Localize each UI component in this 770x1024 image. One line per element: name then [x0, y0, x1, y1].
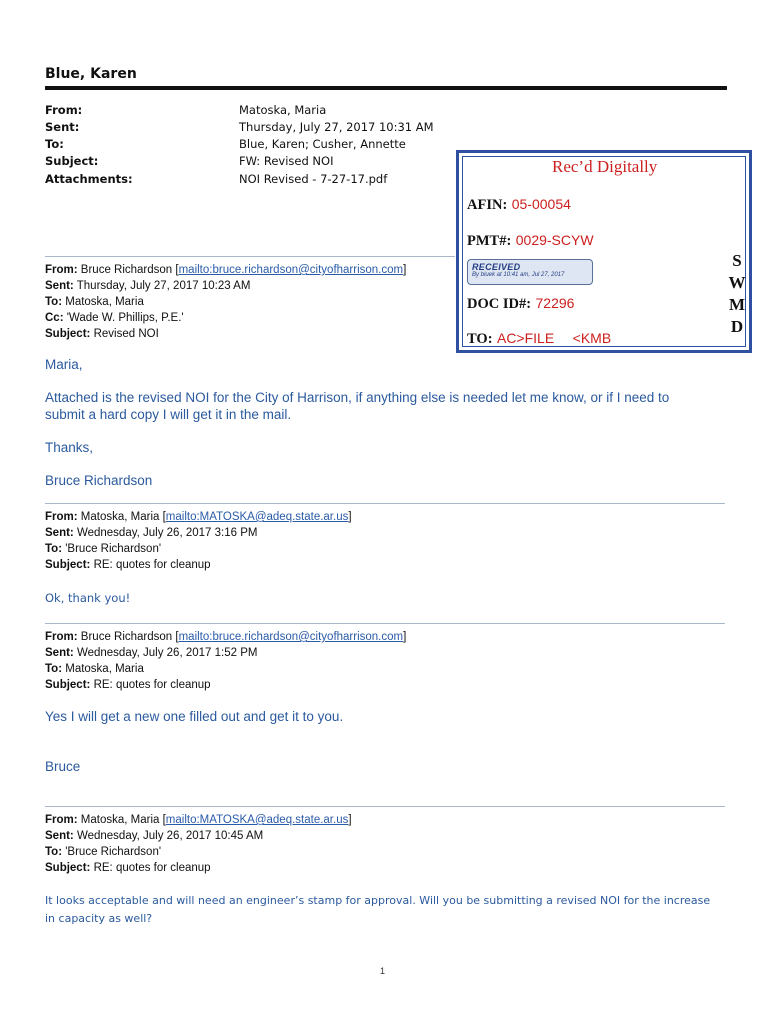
sent-value: Thursday, July 27, 2017 10:31 AM [239, 120, 434, 134]
msg2-sent: Wednesday, July 26, 2017 3:16 PM [76, 527, 258, 539]
msg2-body: Ok, thank you! [45, 591, 131, 605]
msg2-subject: RE: quotes for cleanup [93, 559, 211, 571]
msg4-to-label: To: [45, 846, 63, 858]
msg2-header: From: Matoska, Maria [mailto:MATOSKA@adeq.state.ar.us] Sent: Wednesday, July 26, 2017 3:16 PM To: 'Bruce Richardson' Subject: RE: quotes for cleanup [45, 511, 352, 571]
msg1-from-link[interactable]: mailto:bruce.richardson@cityofharrison.com [178, 264, 404, 276]
stamp-to-b: <KMB [572, 330, 612, 346]
side-letter: S [732, 251, 742, 270]
sent-label: Sent: [45, 120, 80, 134]
received-sub: By bluek at 10:41 am, Jul 27, 2017 [472, 272, 565, 278]
msg1-signature: Bruce Richardson [45, 473, 153, 488]
separator [45, 623, 725, 624]
msg3-sent-label: Sent: [45, 647, 74, 659]
msg3-signature: Bruce [45, 759, 81, 774]
received-title: RECEIVED [472, 262, 521, 272]
afin-label: AFIN: [467, 197, 508, 213]
msg1-subject-label: Subject: [45, 328, 91, 340]
subject-label: Subject: [45, 154, 99, 168]
stamp-afin [467, 196, 571, 214]
to-label: To: [45, 137, 64, 151]
docid-value: 72296 [535, 295, 575, 311]
msg1-subject: Revised NOI [93, 328, 159, 340]
msg2-to: 'Bruce Richardson' [65, 543, 162, 555]
msg4-from-link[interactable]: mailto:MATOSKA@adeq.state.ar.us [165, 814, 349, 826]
msg2-subject-label: Subject: [45, 559, 91, 571]
msg1-thanks: Thanks, [45, 440, 94, 455]
msg3-to: Matoska, Maria [65, 663, 144, 675]
msg1-cc: 'Wade W. Phillips, P.E.' [66, 312, 184, 324]
msg3-header: From: Bruce Richardson [mailto:bruce.richardson@cityofharrison.com] Sent: Wednesday, July 26, 2017 1:52 PM To: Matoska, Maria Subject: RE: quotes for cleanup [45, 631, 407, 691]
msg1-to-label: To: [45, 296, 63, 308]
msg2-sent-label: Sent: [45, 527, 74, 539]
msg4-body-line2: in capacity as well? [45, 912, 153, 925]
msg1-body-line1: Attached is the revised NOI for the City of Harrison, if anything else is needed let me know, or if I need to [45, 390, 670, 405]
attachments-value: NOI Revised - 7-27-17.pdf [239, 172, 388, 186]
msg4-sent-label: Sent: [45, 830, 74, 842]
separator [45, 256, 455, 257]
msg3-from-name: Bruce Richardson [80, 631, 173, 643]
separator [45, 503, 725, 504]
stamp-title: Rec’d Digitally [552, 157, 658, 176]
msg1-to: Matoska, Maria [65, 296, 144, 308]
side-letter: W [728, 273, 746, 292]
msg1-cc-label: Cc: [45, 312, 64, 324]
stamp-to [467, 330, 611, 348]
msg4-sent: Wednesday, July 26, 2017 10:45 AM [76, 830, 264, 842]
msg1-from-name: Bruce Richardson [80, 264, 173, 276]
to-value: Blue, Karen; Cusher, Annette [239, 137, 406, 151]
separator [45, 806, 725, 807]
msg4-subject-label: Subject: [45, 862, 91, 874]
stamp-docid [467, 295, 574, 313]
msg4-body-line1: It looks acceptable and will need an engineer’s stamp for approval. Will you be submitting a revised NOI for the increase [45, 894, 711, 907]
msg1-body-line2: submit a hard copy I will get it in the mail. [45, 407, 292, 422]
side-letter: D [730, 317, 744, 336]
msg4-subject: RE: quotes for cleanup [93, 862, 211, 874]
msg1-from-label: From: [45, 264, 78, 276]
msg1-sent: Thursday, July 27, 2017 10:23 AM [76, 280, 251, 292]
received-stamp [456, 150, 752, 353]
msg2-from-label: From: [45, 511, 78, 523]
msg3-from-label: From: [45, 631, 78, 643]
attachments-label: Attachments: [45, 172, 133, 186]
msg3-subject-label: Subject: [45, 679, 91, 691]
msg4-header: From: Matoska, Maria [mailto:MATOSKA@adeq.state.ar.us] Sent: Wednesday, July 26, 2017 10:45 AM To: 'Bruce Richardson' Subject: RE: quotes for cleanup [45, 814, 352, 874]
msg4-from-name: Matoska, Maria [80, 814, 160, 826]
msg1-greeting: Maria, [45, 357, 83, 372]
pmt-label: PMT#: [467, 233, 512, 249]
msg4-to: 'Bruce Richardson' [65, 846, 162, 858]
msg2-from-name: Matoska, Maria [80, 511, 160, 523]
subject-value: FW: Revised NOI [239, 154, 334, 168]
msg3-to-label: To: [45, 663, 63, 675]
msg1-sent-label: Sent: [45, 280, 74, 292]
msg2-to-label: To: [45, 543, 63, 555]
msg1-header: From: Bruce Richardson [mailto:bruce.richardson@cityofharrison.com] Sent: Thursday, July 27, 2017 10:23 AM To: Matoska, Maria Cc: 'Wade W. Phillips, P.E.' Subject: Revised NOI [45, 264, 407, 340]
msg3-subject: RE: quotes for cleanup [93, 679, 211, 691]
stamp-side-letters [727, 250, 747, 338]
afin-value: 05-00054 [511, 196, 571, 212]
side-letter: M [728, 295, 746, 314]
stamp-to-label: TO: [467, 331, 493, 347]
msg3-from-link[interactable]: mailto:bruce.richardson@cityofharrison.com [178, 631, 404, 643]
title-rule [45, 86, 727, 90]
pmt-value: 0029-SCYW [515, 232, 594, 248]
document-title: Blue, Karen [45, 66, 137, 82]
msg3-sent: Wednesday, July 26, 2017 1:52 PM [76, 647, 258, 659]
msg3-body: Yes I will get a new one filled out and get it to you. [45, 709, 344, 724]
msg2-from-link[interactable]: mailto:MATOSKA@adeq.state.ar.us [165, 511, 349, 523]
msg4-from-label: From: [45, 814, 78, 826]
received-badge [467, 259, 593, 285]
stamp-pmt [467, 232, 594, 250]
docid-label: DOC ID#: [467, 296, 532, 312]
from-label: From: [45, 103, 83, 117]
from-value: Matoska, Maria [239, 103, 327, 117]
stamp-to-a: AC>FILE [496, 330, 555, 346]
page-number: 1 [380, 966, 386, 976]
